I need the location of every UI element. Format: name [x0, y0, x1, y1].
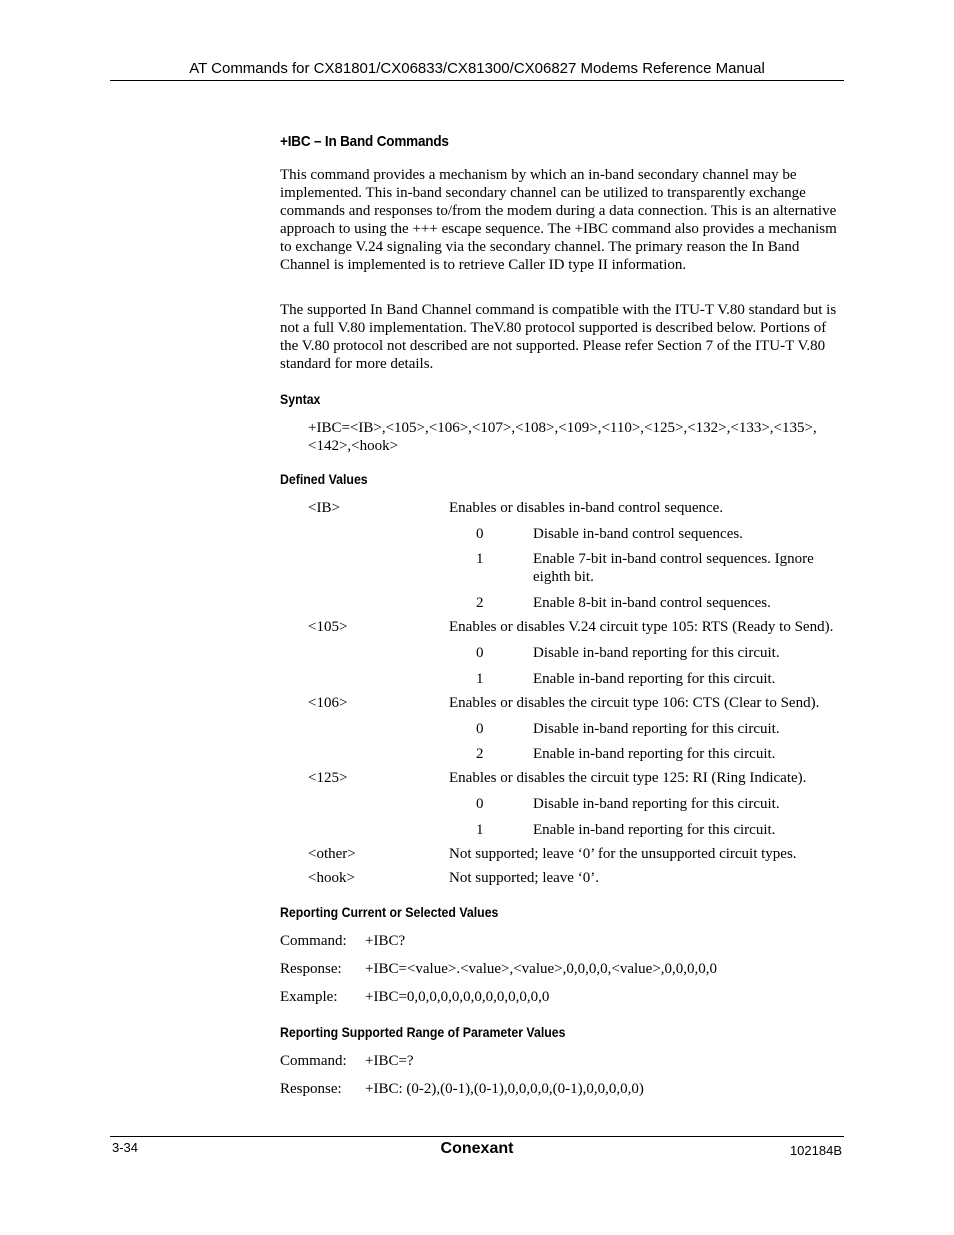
response-value: +IBC=<value>.<value>,<value>,0,0,0,0,<value>,0,0,0,0,0: [365, 961, 718, 977]
section-title: +IBC – In Band Commands: [280, 133, 449, 150]
header-divider: [110, 80, 844, 81]
intro-paragraph-1: This command provides a mechanism by which an in-band secondary channel may be implemented. This in-band secondary channel can be utilized to transparently exchange commands and responses to/from the modem during a data connection. This is an alternative approach to using the +++ escape sequence. The +IBC command also provides a mechanism to exchange V.24 signaling via the secondary channel. The primary reason the In Band Channel is implemented is to retrieve Caller ID type II information.: [280, 167, 837, 273]
param-desc-106: Enables or disables the circuit type 106: CTS (Clear to Send).: [449, 695, 820, 711]
response-label: Response:: [280, 961, 342, 977]
footer-divider: [110, 1136, 844, 1137]
param-name-125: <125>: [308, 770, 348, 786]
option-code: 0: [476, 796, 484, 812]
header-title: AT Commands for CX81801/CX06833/CX81300/CX06827 Modems Reference Manual: [189, 60, 765, 77]
reporting-range-heading: Reporting Supported Range of Parameter Values: [280, 1024, 566, 1040]
syntax-line-1: +IBC=<IB>,<105>,<106>,<107>,<108>,<109>,<110>,<125>,<132>,<133>,<135>,: [308, 420, 817, 436]
option-code: 2: [476, 746, 484, 762]
param-desc-105: Enables or disables V.24 circuit type 105: RTS (Ready to Send).: [449, 619, 834, 635]
param-name-ib: <IB>: [308, 500, 340, 516]
response-value: +IBC: (0-2),(0-1),(0-1),0,0,0,0,(0-1),0,0,0,0,0): [365, 1081, 644, 1097]
syntax-line-2: <142>,<hook>: [308, 438, 399, 454]
option-desc: Enable in-band reporting for this circuit.: [533, 822, 776, 838]
param-name-hook: <hook>: [308, 870, 355, 886]
option-code: 0: [476, 721, 484, 737]
option-code: 1: [476, 671, 484, 687]
option-code: 0: [476, 526, 484, 542]
param-desc-other: Not supported; leave ‘0’ for the unsupported circuit types.: [449, 846, 797, 862]
command-value: +IBC?: [365, 933, 406, 949]
option-code: 1: [476, 551, 484, 567]
response-label: Response:: [280, 1081, 342, 1097]
reporting-current-heading: Reporting Current or Selected Values: [280, 904, 499, 920]
syntax-heading: Syntax: [280, 391, 321, 407]
option-desc: Enable in-band reporting for this circuit.: [533, 671, 776, 687]
param-name-other: <other>: [308, 846, 356, 862]
option-desc: Enable 7-bit in-band control sequences. Ignore eighth bit.: [533, 551, 814, 585]
command-label: Command:: [280, 1053, 347, 1069]
example-value: +IBC=0,0,0,0,0,0,0,0,0,0,0,0,0: [365, 989, 550, 1005]
param-name-105: <105>: [308, 619, 348, 635]
option-desc: Disable in-band reporting for this circuit.: [533, 721, 780, 737]
command-value: +IBC=?: [365, 1053, 414, 1069]
option-desc: Enable 8-bit in-band control sequences.: [533, 595, 771, 611]
param-desc-125: Enables or disables the circuit type 125: RI (Ring Indicate).: [449, 770, 807, 786]
option-desc: Disable in-band control sequences.: [533, 526, 743, 542]
option-desc: Disable in-band reporting for this circuit.: [533, 645, 780, 661]
option-code: 2: [476, 595, 484, 611]
option-desc: Disable in-band reporting for this circuit.: [533, 796, 780, 812]
defined-values-heading: Defined Values: [280, 471, 368, 487]
page-number: 3-34: [112, 1140, 139, 1155]
example-label: Example:: [280, 989, 338, 1005]
command-label: Command:: [280, 933, 347, 949]
company-name: Conexant: [440, 1140, 514, 1157]
option-desc: Enable in-band reporting for this circuit.: [533, 746, 776, 762]
param-desc-hook: Not supported; leave ‘0’.: [449, 870, 599, 886]
option-code: 1: [476, 822, 484, 838]
intro-paragraph-2: The supported In Band Channel command is compatible with the ITU-T V.80 standard but is not a full V.80 implementation. TheV.80 protocol supported is described below. Portions of the V.80 protocol not described are not supported. Please refer Section 7 of the ITU-T V.80 standard for more details.: [280, 302, 837, 372]
param-desc-ib: Enables or disables in-band control sequence.: [449, 500, 724, 516]
param-name-106: <106>: [308, 695, 348, 711]
option-code: 0: [476, 645, 484, 661]
document-number: 102184B: [789, 1143, 842, 1158]
